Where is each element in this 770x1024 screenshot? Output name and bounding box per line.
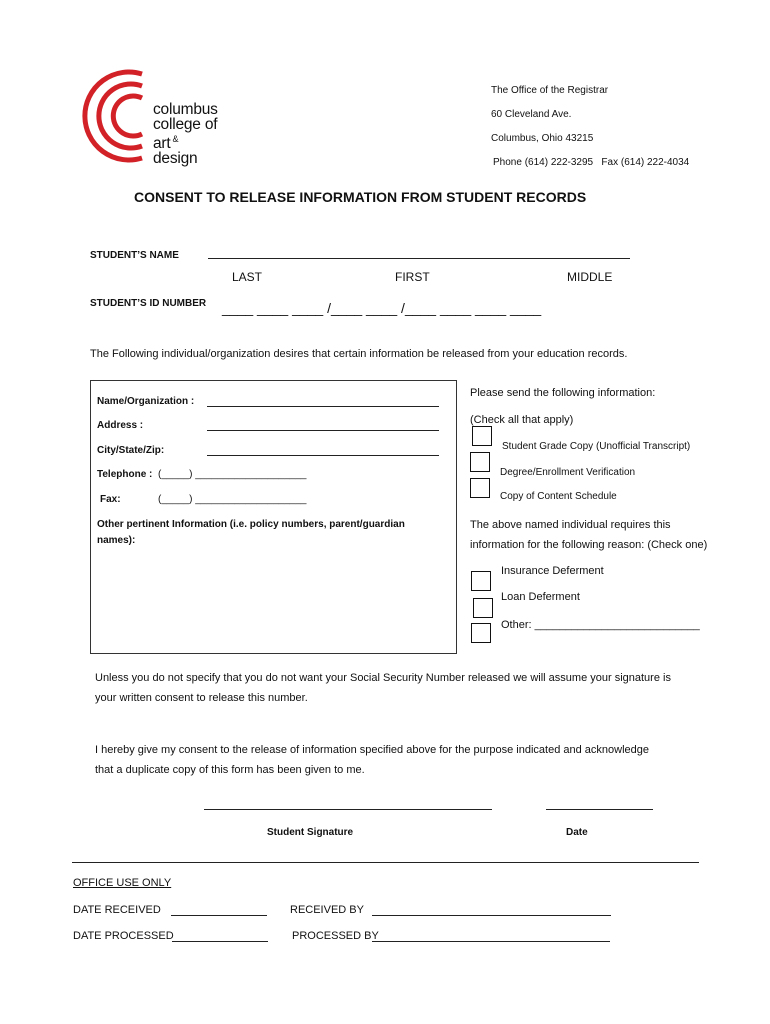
ssn-notice-1: Unless you do not specify that you do not want your Social Security Number released we will assume your signature is [95,672,671,684]
grade-copy-checkbox[interactable] [472,426,492,446]
logo-line-2: college of [153,116,218,133]
degree-verification-label: Degree/Enrollment Verification [500,467,636,478]
info-subheading: (Check all that apply) [470,414,574,426]
first-label: FIRST [395,270,430,284]
signature-field[interactable] [204,809,492,810]
content-schedule-checkbox[interactable] [470,478,490,498]
insurance-deferment-checkbox[interactable] [471,571,491,591]
other-info-label-2: names): [97,535,136,546]
other-info-field[interactable] [96,555,446,645]
content-schedule-label: Copy of Content Schedule [500,491,617,502]
office-use-heading: OFFICE USE ONLY [73,877,172,889]
received-by-label: RECEIVED BY [290,904,364,916]
date-processed-label: DATE PROCESSED [73,930,174,942]
form-title: CONSENT TO RELEASE INFORMATION FROM STUDENT RECORDS [134,189,587,205]
office-city: Columbus, Ohio 43215 [491,133,594,144]
logo-amp: & [172,134,179,144]
name-org-label: Name/Organization : [97,396,195,407]
logo-art: art [153,135,171,153]
reason-text-1: The above named individual requires this [470,519,671,531]
office-street: 60 Cleveland Ave. [491,109,572,120]
student-id-label: STUDENT’S ID NUMBER [90,298,207,309]
address-field[interactable] [207,430,439,431]
info-heading: Please send the following information: [470,387,656,399]
fax-label: Fax: [100,494,121,505]
logo-line-1: columbus [153,101,218,118]
last-label: LAST [232,270,263,284]
reason-text-2: information for the following reason: (Check one) [470,539,708,551]
ssn-notice-2: your written consent to release this number. [95,692,308,704]
telephone-label: Telephone : [97,469,153,480]
loan-deferment-checkbox[interactable] [473,598,493,618]
logo-wordmark [153,102,218,166]
office-phone-fax: Phone (614) 222-3295 Fax (614) 222-4034 [493,157,690,168]
grade-copy-label: Student Grade Copy (Unofficial Transcript) [502,441,691,452]
signature-label: Student Signature [267,827,354,838]
other-info-label-1: Other pertinent Information (i.e. policy numbers, parent/guardian [97,519,405,530]
date-label: Date [566,827,588,838]
middle-label: MIDDLE [567,270,613,284]
address-label: Address : [97,420,144,431]
name-org-field[interactable] [207,406,439,407]
received-by-field[interactable] [372,915,611,916]
fax-field[interactable]: (_____) ____________________ [158,494,307,505]
logo-line-3 [153,132,218,151]
student-name-field[interactable] [208,258,630,259]
insurance-deferment-label: Insurance Deferment [501,565,604,577]
student-name-label: STUDENT’S NAME [90,250,179,261]
consent-text-2: that a duplicate copy of this form has been given to me. [95,764,365,776]
city-field[interactable] [207,455,439,456]
logo-line-4: design [153,150,198,168]
date-received-field[interactable] [171,915,267,916]
processed-by-label: PROCESSED BY [292,930,379,942]
processed-by-field[interactable] [372,941,610,942]
divider [72,862,699,863]
other-reason-checkbox[interactable] [471,623,491,643]
telephone-field[interactable]: (_____) ____________________ [158,469,307,480]
loan-deferment-label: Loan Deferment [501,591,580,603]
other-reason-label[interactable]: Other: ___________________________ [501,619,700,631]
city-label: City/State/Zip: [97,445,165,456]
ccad-logo-icon [82,66,152,166]
consent-text-1: I hereby give my consent to the release of information specified above for the purpose indicated and acknowledge [95,744,650,756]
student-id-field[interactable]: ____ ____ ____ /____ ____ /____ ____ ____ ____ [222,300,542,316]
intro-text: The Following individual/organization desires that certain information be released from your education records. [90,348,628,360]
date-field[interactable] [546,809,653,810]
date-processed-field[interactable] [172,941,268,942]
office-name: The Office of the Registrar [491,85,609,96]
date-received-label: DATE RECEIVED [73,904,161,916]
degree-verification-checkbox[interactable] [470,452,490,472]
